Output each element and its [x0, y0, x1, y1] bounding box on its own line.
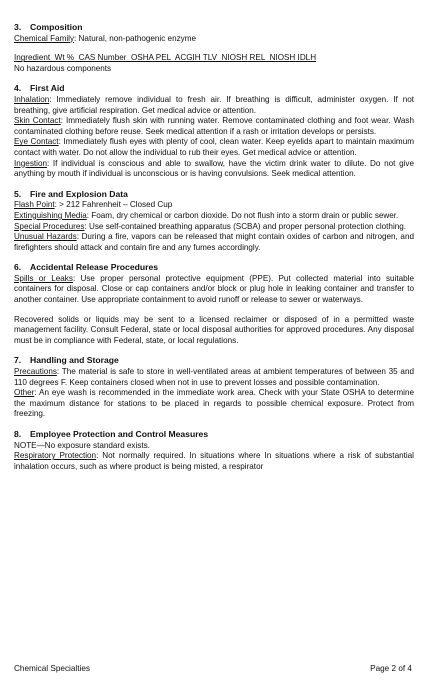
field-label: Eye Contact: [14, 137, 59, 147]
section-number: 8.: [14, 429, 22, 439]
footer-page-number: Page 2 of 4: [370, 664, 412, 673]
field-label: Inhalation: [14, 94, 50, 104]
chemical-family-line: [14, 34, 414, 45]
field-text: : Immediately flush eyes with plenty of cool, clean water. Keep eyelids apart to maintain maximum contact with water. Do not allow the individual to rub their eyes. Get medical advice or attention.: [14, 137, 414, 157]
section-number: 5.: [14, 188, 22, 199]
section-heading: [14, 83, 414, 94]
ingredient-columns-header: [14, 53, 414, 64]
field-text: : > 212 Fahrenheit – Closed Cup: [54, 200, 173, 210]
section-number: 6.: [14, 262, 22, 273]
first-aid-eye: [14, 137, 414, 158]
field-text: : If individual is conscious and able to swallow, have the victim drink water to dilute. Do not give anything by mouth if individual is unconscious or is having convulsions. Seek medical attention.: [14, 158, 414, 179]
special-procedures: [14, 222, 414, 233]
section-heading: [14, 189, 414, 200]
section-accidental-release: [14, 262, 414, 346]
first-aid-ingestion: [14, 159, 414, 180]
field-text: : Use self-contained breathing apparatus (SCBA) and proper personal protection clothing.: [84, 221, 407, 231]
section-title: Composition: [30, 22, 83, 32]
field-text: : During a fire, vapors can be released that might contain oxides of carbon and nitrogen, and firefighters should attack and contain fire and any fumes accordingly.: [14, 232, 414, 252]
field-label: Skin Contact: [14, 116, 61, 126]
section-title: Accidental Release Procedures: [30, 262, 159, 273]
spills-or-leaks: [14, 274, 414, 306]
field-text: : Natural, non-pathogenic enzyme: [74, 33, 196, 43]
section-employee-protection: [14, 429, 414, 472]
field-label: Unusual Hazards: [14, 232, 77, 242]
section-title: Handling and Storage: [30, 355, 119, 366]
field-label: Ingestion: [14, 158, 47, 168]
field-label: Other: [14, 388, 35, 398]
field-label: Respiratory Protection: [14, 451, 97, 461]
first-aid-inhalation: [14, 95, 414, 116]
section-title: First Aid: [30, 83, 65, 94]
section-heading: [14, 355, 414, 366]
section-number: 3.: [14, 22, 22, 32]
field-text: : Foam, dry chemical or carbon dioxide. Do not flush into a storm drain or public sewer.: [86, 210, 399, 220]
extinguishing-media: [14, 211, 414, 222]
other-handling: [14, 388, 414, 420]
field-label: Flash Point: [14, 200, 55, 210]
field-text: : The material is safe to store in well-ventilated areas at ambient temperatures of between 35 and 110 degrees F. Keep containers closed when not in use to prevent losses and possible contamination.: [14, 367, 414, 387]
section-title: Fire and Explosion Data: [30, 188, 128, 199]
field-label: Extinguishing Media: [14, 210, 87, 220]
section-heading: [14, 429, 414, 440]
section-composition: [14, 22, 414, 74]
field-label: Special Procedures: [14, 221, 85, 231]
respiratory-protection: [14, 451, 414, 472]
section-handling-storage: [14, 355, 414, 420]
columns-header-text: Ingredient Wt % CAS Number OSHA PEL ACGIH TLV NIOSH REL NIOSH IDLH: [14, 53, 317, 63]
section-fire-explosion: [14, 189, 414, 254]
section-title: Employee Protection and Control Measures: [30, 429, 209, 439]
footer-company: Chemical Specialties: [14, 664, 90, 673]
section-number: 4.: [14, 83, 22, 94]
field-label: Spills or Leaks: [14, 273, 73, 283]
field-text: : Not normally required. In situations where In situations where a risk of substantial inhalation occurs, such as where product is being misted, a respirator: [14, 451, 414, 471]
disposal-paragraph: Recovered solids or liquids may be sent to a licensed reclaimer or disposed of in a permitted waste management facility. Consult Federal, state or local disposal authorities for approved procedures. Any disposal must be in compliance with Federal, state, or local regulations.: [14, 314, 414, 345]
section-heading: [14, 262, 414, 273]
page-footer: [14, 664, 412, 673]
field-text: : Use proper personal protective equipment (PPE). Put collected material into suitable containers for disposal. Close or cap containers and/or block or plug hole in leaking container and transfer to another container. Use appropriate containment to avoid runoff or release to sewer or waterways.: [14, 273, 414, 305]
exposure-note: NOTE—No exposure standard exists.: [14, 440, 150, 450]
first-aid-skin: [14, 116, 414, 137]
flash-point: [14, 200, 414, 211]
field-label: Precautions: [14, 367, 57, 377]
field-text: : Immediately flush skin with running water. Remove contaminated clothing and foot wear. Wash contaminated clothing before reuse. Seek medical attention if a rash or irritation develops or persists.: [14, 116, 414, 136]
precautions: [14, 367, 414, 388]
no-hazards-text: No hazardous components: [14, 63, 112, 73]
section-number: 7.: [14, 355, 22, 366]
page-content: [14, 22, 414, 481]
field-text: : An eye wash is recommended in the immediate work area. Check with your State OSHA to determine the maximum distance for stations to be placed in regards to possible chemical exposure. Protect from freezing.: [14, 388, 414, 419]
unusual-hazards: [14, 232, 414, 253]
section-heading: [14, 22, 414, 33]
field-label: Chemical Family: [14, 33, 75, 43]
section-first-aid: [14, 83, 414, 179]
field-text: : Immediately remove individual to fresh air. If breathing is difficult, administer oxygen. If not breathing, give artificial respiration. Get medical advice or attention.: [14, 94, 414, 115]
